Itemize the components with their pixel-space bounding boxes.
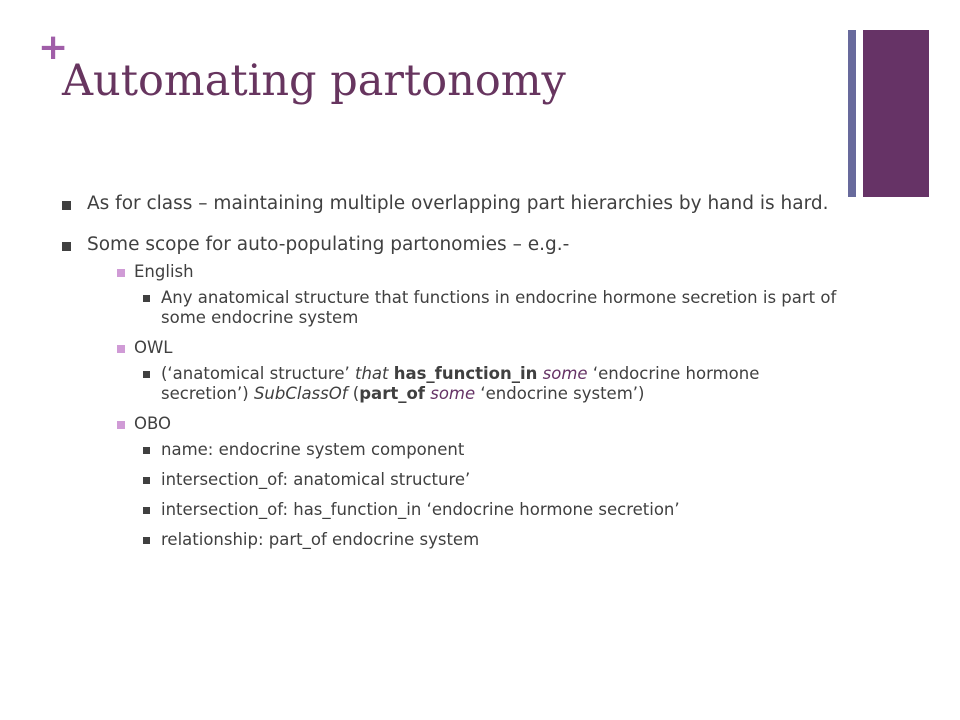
decor-bar-thin [848, 30, 856, 197]
english-list [87, 288, 840, 328]
obo-line [87, 440, 840, 460]
slide-title: Automating partonomy [62, 56, 566, 106]
obo-line-text: intersection_of: has_function_in ‘endocrine hormone secretion’ [161, 500, 680, 519]
sub-bullet-label: OBO [134, 414, 172, 433]
english-text: Any anatomical structure that functions in endocrine hormone secretion is part of some endocrine system [161, 288, 837, 327]
sub-bullet-obo [87, 414, 840, 550]
obo-line-text: name: endocrine system component [161, 440, 465, 459]
sub-bullet-label: English [134, 262, 194, 281]
owl-keyword-some: some [542, 364, 588, 383]
slide-body [60, 192, 840, 568]
owl-text-4: ‘endocrine system’) [475, 384, 645, 403]
bullet-text: Some scope for auto-populating partonomies – e.g.- [87, 234, 570, 255]
obo-line-text: intersection_of: anatomical structure’ [161, 470, 471, 489]
sub-bullet-label: OWL [134, 338, 173, 357]
sub-bullet-owl [87, 338, 840, 404]
owl-keyword-subclassof: SubClassOf [253, 384, 348, 403]
bullet-text: As for class – maintaining multiple overlapping part hierarchies by hand is hard. [87, 193, 829, 214]
plus-icon: + [38, 27, 69, 68]
bullet-list [60, 192, 840, 550]
obo-line [87, 530, 840, 550]
owl-text-1: (‘anatomical structure’ [161, 364, 355, 383]
obo-line-text: relationship: part_of endocrine system [161, 530, 480, 549]
owl-text-3: ( [347, 384, 360, 403]
owl-axiom [87, 364, 840, 404]
owl-text-2: ‘endocrine hormone secretion’) [161, 364, 760, 403]
owl-list [87, 364, 840, 404]
owl-keyword-some: some [430, 384, 476, 403]
english-statement [87, 288, 840, 328]
bullet-auto-populating [60, 233, 840, 550]
owl-keyword-that: that [354, 364, 389, 383]
obo-list [87, 440, 840, 550]
owl-relation-has-function-in: has_function_in [393, 364, 538, 383]
sub-bullet-english [87, 262, 840, 328]
obo-line [87, 500, 840, 520]
sub-list [87, 262, 840, 550]
owl-relation-part-of: part_of [359, 384, 425, 403]
obo-line [87, 470, 840, 490]
bullet-maintaining-hierarchies [60, 192, 840, 215]
decor-bar-thick [863, 30, 929, 197]
